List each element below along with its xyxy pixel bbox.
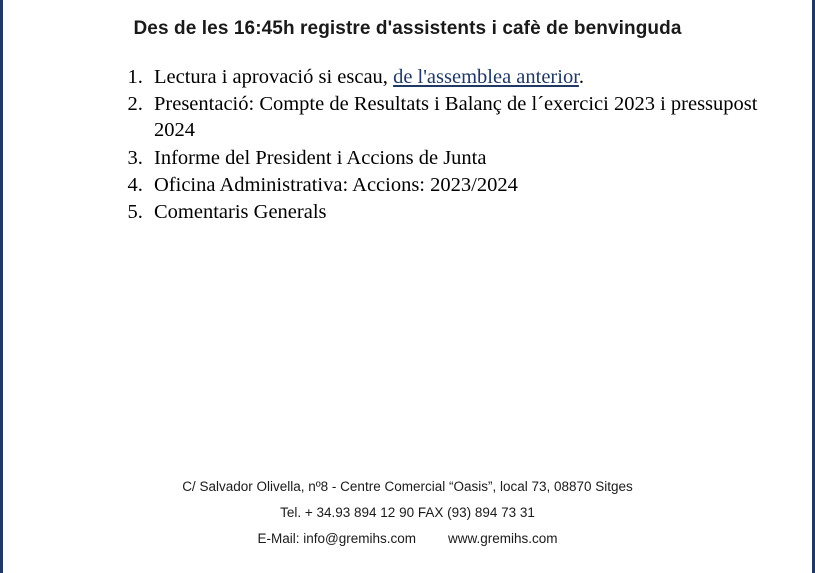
agenda-item-3-text: Informe del President i Accions de Junta (154, 146, 487, 169)
list-item (148, 64, 768, 90)
slide-heading: Des de les 16:45h registre d'assistents i cafè de benvinguda (133, 18, 682, 39)
agenda-item-4-text: Oficina Administrativa: Accions: 2023/2024 (154, 173, 518, 196)
agenda-item-5-text: Comentaris Generals (154, 201, 327, 224)
footer-website[interactable]: www.gremihs.com (447, 531, 558, 546)
list-item (148, 199, 768, 225)
agenda-item-2-text: Presentació: Compte de Resultats i Balanç de l´exercici 2023 i pressupost 2024 (154, 93, 758, 142)
footer-address: C/ Salvador Olivella, nº8 - Centre Comercial “Oasis”, local 73, 08870 Sitges (182, 479, 633, 494)
footer-contact-line (0, 531, 815, 546)
agenda-list (120, 64, 768, 226)
footer-phone: Tel. + 34.93 894 12 90 FAX (93) 894 73 31 (280, 505, 535, 520)
agenda-item-1-text: Lectura i aprovació si escau, (154, 66, 394, 88)
footer-email[interactable]: E-Mail: info@gremihs.com (257, 531, 416, 546)
list-item (148, 145, 768, 171)
agenda-item-1-suffix: . (578, 66, 585, 88)
list-item (148, 91, 768, 143)
assembly-minutes-link[interactable]: de l'assemblea anterior (393, 66, 579, 88)
list-item (148, 172, 768, 198)
